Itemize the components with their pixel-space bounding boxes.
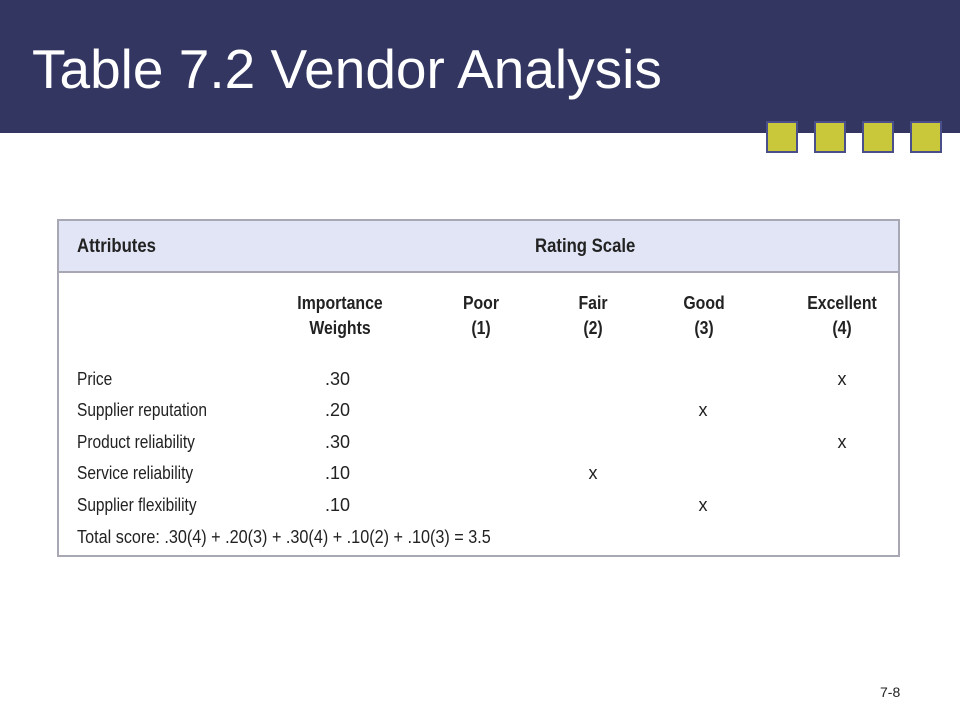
- accent-square-1: [766, 121, 798, 153]
- rating-mark-supplier-reputation: x: [698, 400, 708, 420]
- row-weight-product-reliability: .30: [325, 432, 351, 452]
- title-bar: [0, 0, 960, 133]
- row-attribute-price: Price: [77, 369, 113, 389]
- attributes-header: Attributes: [77, 236, 156, 257]
- column-header-line: Weights: [309, 318, 371, 338]
- column-header-poor: [419, 291, 542, 341]
- accent-square-4: [910, 121, 942, 153]
- slide-title: Table 7.2 Vendor Analysis: [32, 38, 662, 100]
- row-weight-service-reliability: .10: [325, 463, 351, 483]
- row-attribute-supplier-flexibility: Supplier flexibility: [77, 495, 197, 515]
- column-header-line: (2): [583, 318, 603, 338]
- rating-mark-product-reliability: x: [837, 432, 847, 452]
- column-header-importance-weights: [278, 291, 401, 341]
- rating-mark-price: x: [837, 369, 847, 389]
- row-weight-supplier-reputation: .20: [325, 400, 351, 420]
- row-attribute-service-reliability: Service reliability: [77, 463, 194, 483]
- row-attribute-product-reliability: Product reliability: [77, 432, 195, 452]
- column-header-line: Excellent: [807, 293, 877, 313]
- column-header-line: (4): [832, 318, 852, 338]
- accent-square-2: [814, 121, 846, 153]
- column-header-line: Poor: [462, 293, 500, 313]
- rating-mark-supplier-flexibility: x: [698, 495, 708, 515]
- rating-scale-header: Rating Scale: [535, 236, 636, 257]
- column-header-line: (3): [694, 318, 714, 338]
- total-score: Total score: .30(4) + .20(3) + .30(4) + .10(2) + .10(3) = 3.5: [77, 527, 491, 547]
- column-header-line: Importance: [297, 293, 383, 313]
- row-weight-price: .30: [325, 369, 351, 389]
- row-weight-supplier-flexibility: .10: [325, 495, 351, 515]
- accent-square-3: [862, 121, 894, 153]
- vendor-analysis-table: [57, 219, 900, 557]
- rating-mark-service-reliability: x: [588, 463, 598, 483]
- row-attribute-supplier-reputation: Supplier reputation: [77, 400, 207, 420]
- column-header-excellent: [780, 291, 903, 341]
- column-header-good: [642, 291, 765, 341]
- slide-number: 7-8: [880, 684, 901, 700]
- column-header-fair: [531, 291, 654, 341]
- table-header: [59, 221, 898, 273]
- column-header-line: Good: [683, 293, 725, 313]
- column-header-line: (1): [471, 318, 491, 338]
- column-header-line: Fair: [578, 293, 608, 313]
